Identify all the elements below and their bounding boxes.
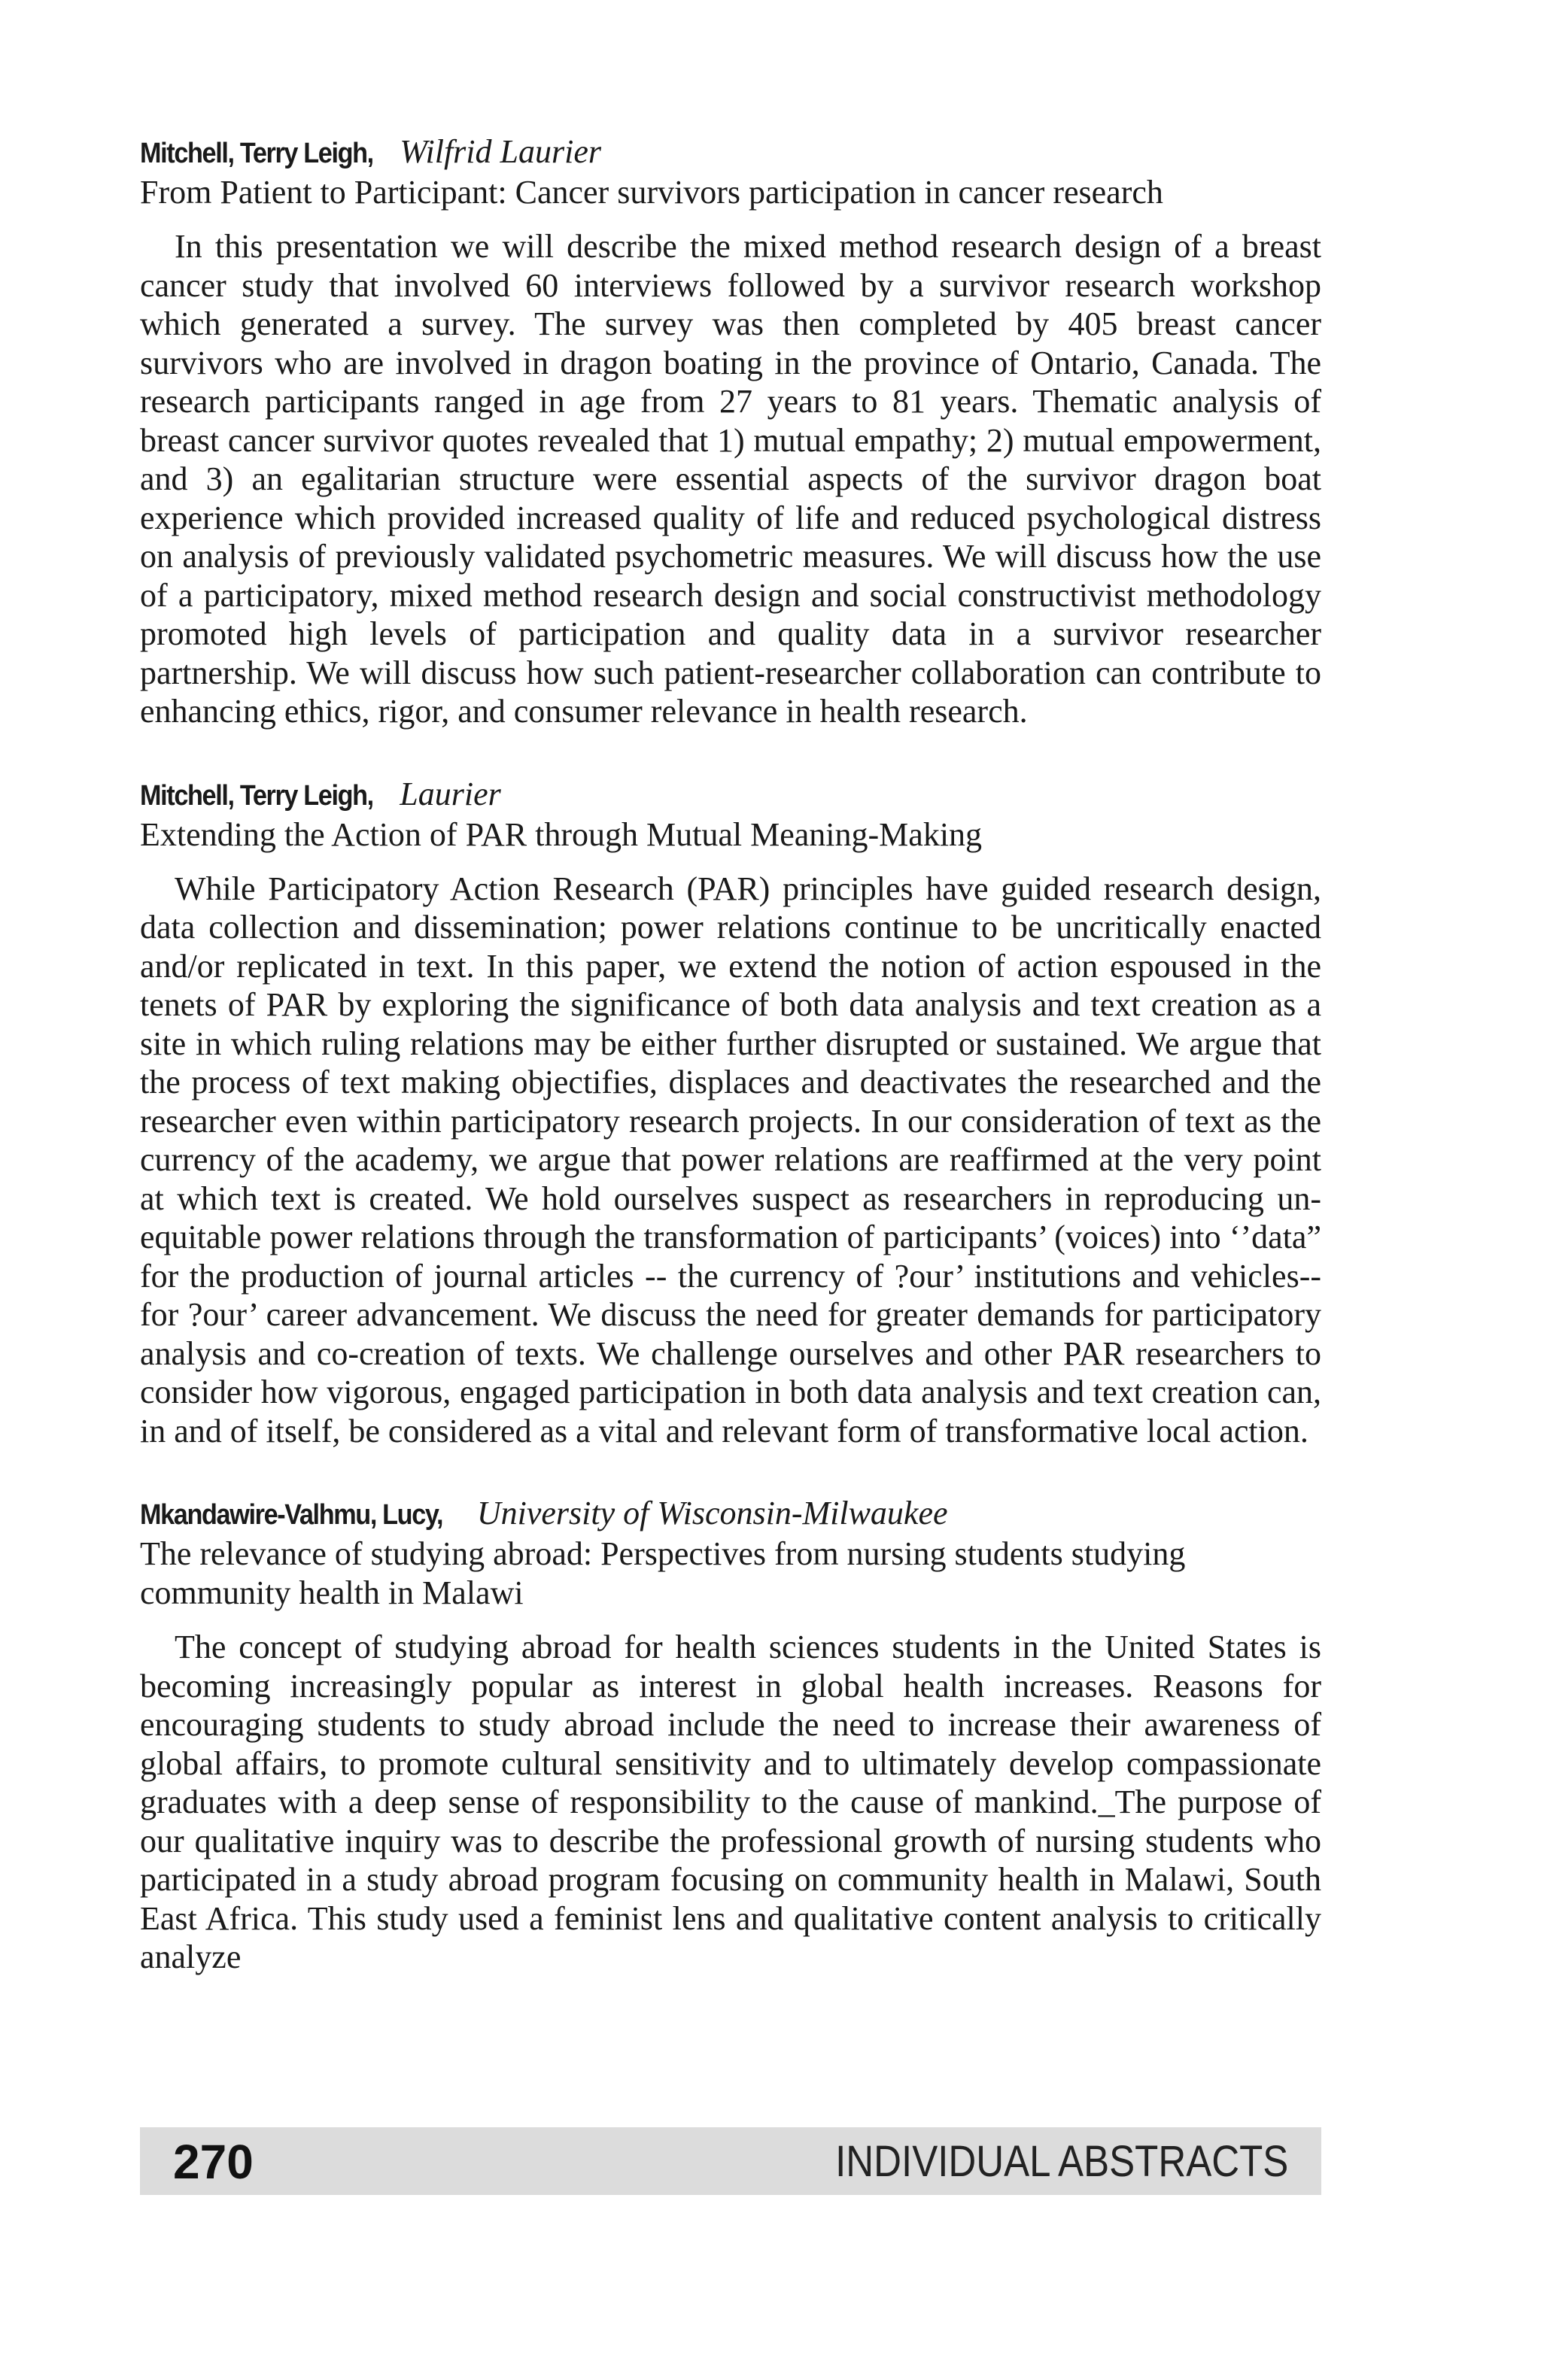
abstract-title: Extending the Action of PAR through Mutual Meaning-Making <box>140 815 983 853</box>
page-number: 270 <box>173 2135 254 2189</box>
abstract-entry <box>140 1494 1321 1977</box>
author-affiliation: Laurier <box>400 775 501 812</box>
abstract-entry <box>140 132 1321 731</box>
author-line <box>140 775 1321 815</box>
abstract-title: The relevance of studying abroad: Perspectives from nursing students studying community health in Malawi <box>140 1535 1186 1611</box>
author-name: Mitchell, Terry Leigh, <box>140 138 373 169</box>
abstract-entry <box>140 775 1321 1451</box>
author-name: Mkandawire-Valhmu, Lucy, <box>140 1499 443 1531</box>
author-affiliation: University of Wisconsin-Milwaukee <box>476 1495 948 1532</box>
abstract-body: In this presentation we will describe the mixed method research design of a breast cancer study that involved 60 interviews followed by a survivor research workshop which generated a survey. The survey was then completed by 405 breast cancer survivors who are involved in dragon boating in the province of Ontario, Canada. The research participants ranged in age from 27 years to 81 years. Thematic analysis of breast cancer survivor quotes revealed that 1) mutual empathy; 2) mutual empowerment, and 3) an egalitarian structure were essential aspects of the survivor dragon boat experience which provided increased quality of life and reduced psychological distress on analysis of previously validated psychometric measures. We will discuss how the use of a participatory, mixed method research design and social constructivist methodology promoted high levels of participation and quality data in a survivor researcher partnership. We will discuss how such patient-researcher collaboration can contribute to enhancing ethics, rigor, and consumer relevance in health research. <box>140 228 1321 730</box>
abstracts-column <box>140 132 1321 2020</box>
author-line <box>140 1494 1321 1535</box>
abstract-body: While Participatory Action Research (PAR) principles have guided research design, data collection and dissemination; power relations continue to be uncritically enacted and/or replicated in text. In this paper, we extend the notion of action espoused in the tenets of PAR by exploring the significance of both data analysis and text creation as a site in which ruling relations may be either further disrupted or sustained. We argue that the process of text making objectifies, displaces and deactivates the researched and the researcher even within participatory research projects. In our consideration of text as the currency of the academy, we argue that power relations are reaffirmed at the very point at which text is created. We hold ourselves suspect as researchers in reproducing un-equitable power relations through the transformation of participants’ (voices) into ‘’data” for the production of journal articles -- the currency of ?our’ institutions and vehicles-- for ?our’ career advancement. We discuss the need for greater demands for participatory analysis and co-creation of texts. We challenge ourselves and other PAR researchers to consider how vigorous, engaged participation in both data analysis and text creation can, in and of itself, be considered as a vital and relevant form of transformative local action. <box>140 870 1321 1450</box>
author-line <box>140 132 1321 173</box>
abstract-body: The concept of studying abroad for health sciences students in the United States is becoming increasingly popular as interest in global health increases. Reasons for encouraging students to study abroad include the need to increase their awareness of global affairs, to promote cultural sensitivity and to ultimately develop compassionate graduates with a deep sense of responsibility to the cause of mankind._The purpose of our qualitative inquiry was to describe the professional growth of nursing students who participated in a study abroad program focusing on community health in Malawi, South East Africa. This study used a feminist lens and qualitative content analysis to critically analyze <box>140 1629 1321 1975</box>
author-name: Mitchell, Terry Leigh, <box>140 779 373 812</box>
page-footer <box>140 2127 1321 2195</box>
author-affiliation: Wilfrid Laurier <box>400 133 601 170</box>
section-label: INDIVIDUAL ABSTRACTS <box>834 2137 1288 2186</box>
abstract-title: From Patient to Participant: Cancer survivors participation in cancer research <box>140 174 1163 211</box>
